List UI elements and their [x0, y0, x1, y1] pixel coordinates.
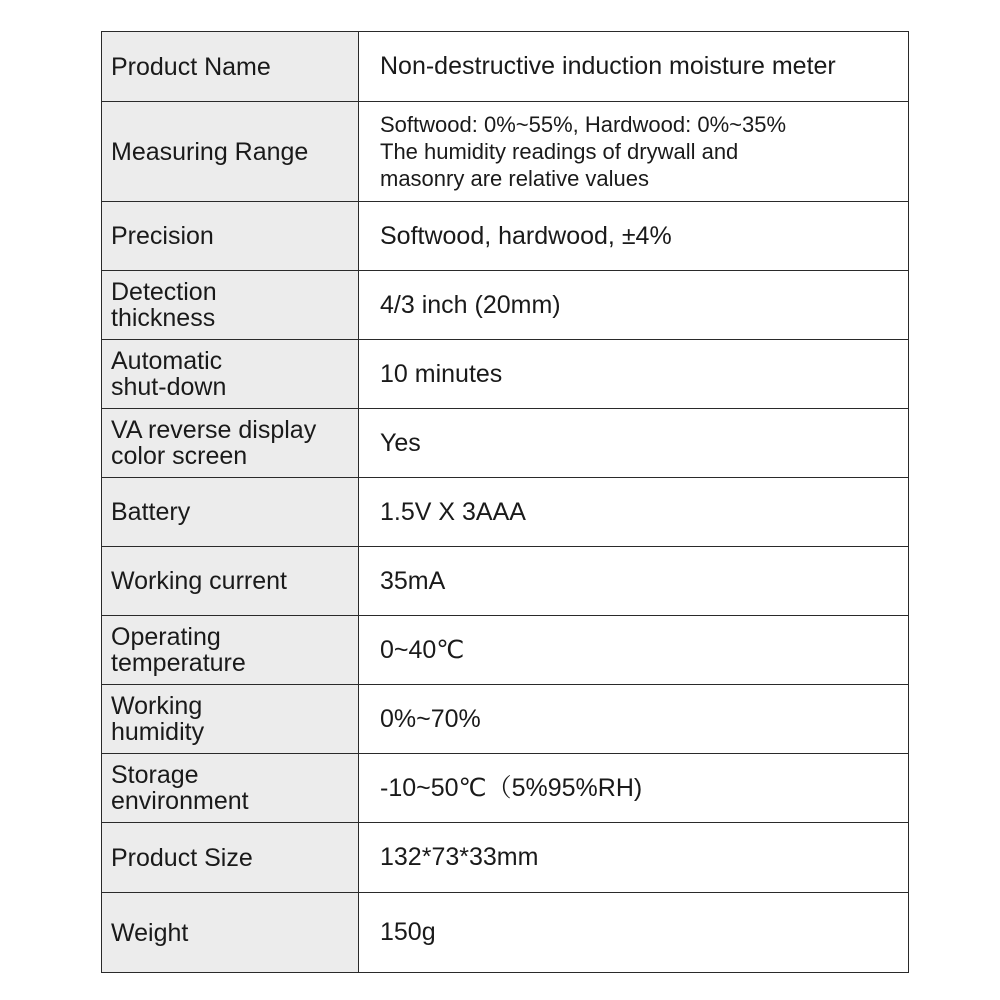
spec-label-text: Automatic [111, 347, 223, 375]
spec-label [102, 616, 359, 685]
spec-label [102, 32, 359, 102]
spec-label [102, 409, 359, 478]
spec-label-text: thickness [111, 304, 216, 332]
spec-value-text: 0%~70% [380, 704, 481, 733]
spec-value [359, 478, 909, 547]
spec-label-text: Working [111, 692, 203, 720]
spec-label [102, 340, 359, 409]
spec-value [359, 271, 909, 340]
spec-value [359, 202, 909, 271]
spec-value [359, 616, 909, 685]
spec-label-text: Operating [111, 623, 221, 651]
spec-label-text: Detection [111, 278, 217, 306]
spec-row-detection-thickness [102, 271, 909, 340]
spec-value-text: 1.5V X 3AAA [380, 497, 526, 526]
spec-label-text: Product Size [111, 843, 253, 872]
spec-row-working-current [102, 547, 909, 616]
spec-label [102, 685, 359, 754]
spec-value [359, 823, 909, 893]
spec-value-text: -10~50℃（5%95%RH) [380, 773, 643, 802]
spec-label-text: Weight [111, 918, 189, 947]
spec-label-text: Battery [111, 498, 191, 526]
spec-row-product-name [102, 32, 909, 102]
spec-value [359, 32, 909, 102]
spec-value-text: 150g [380, 918, 436, 946]
spec-label-text: Precision [111, 222, 214, 250]
spec-value-text: Softwood, hardwood, ±4% [380, 221, 672, 250]
spec-label [102, 478, 359, 547]
spec-value-text: Yes [380, 428, 421, 457]
spec-label-text: temperature [111, 649, 246, 677]
spec-value-text: masonry are relative values [380, 166, 650, 191]
spec-label [102, 823, 359, 893]
spec-value-text: Softwood: 0%~55%, Hardwood: 0%~35% [380, 112, 787, 137]
spec-label-text: Product Name [111, 52, 271, 81]
spec-value [359, 685, 909, 754]
spec-value [359, 754, 909, 823]
spec-row-va-reverse-display [102, 409, 909, 478]
spec-label-text: shut-down [111, 373, 227, 401]
spec-value [359, 340, 909, 409]
spec-row-precision [102, 202, 909, 271]
spec-value-text: 10 minutes [380, 359, 503, 388]
spec-label-text: Working current [111, 567, 287, 595]
spec-label [102, 202, 359, 271]
spec-label [102, 271, 359, 340]
spec-row-measuring-range [102, 102, 909, 202]
spec-row-weight [102, 893, 909, 973]
spec-label-text: color screen [111, 442, 248, 470]
spec-value [359, 893, 909, 973]
spec-row-operating-temperature [102, 616, 909, 685]
spec-row-product-size [102, 823, 909, 893]
spec-value-text: The humidity readings of drywall and [380, 139, 739, 164]
spec-value-text: 4/3 inch (20mm) [380, 290, 561, 319]
spec-label-text: Storage [111, 761, 199, 789]
spec-value-text: Non-destructive induction moisture meter [380, 52, 836, 80]
spec-row-storage-environment [102, 754, 909, 823]
spec-label-text: environment [111, 787, 249, 815]
spec-label [102, 102, 359, 202]
spec-label [102, 547, 359, 616]
spec-row-battery [102, 478, 909, 547]
spec-row-automatic-shutdown [102, 340, 909, 409]
spec-table [101, 31, 909, 973]
spec-value [359, 547, 909, 616]
spec-label [102, 893, 359, 973]
spec-value-text: 35mA [380, 566, 446, 595]
spec-label-text: humidity [111, 718, 205, 746]
spec-label-text: VA reverse display [111, 416, 317, 444]
spec-label-text: Measuring Range [111, 137, 309, 166]
spec-label [102, 754, 359, 823]
spec-value-text: 132*73*33mm [380, 843, 539, 871]
spec-value [359, 102, 909, 202]
spec-value-text: 0~40℃ [380, 635, 465, 664]
spec-value [359, 409, 909, 478]
spec-row-working-humidity [102, 685, 909, 754]
